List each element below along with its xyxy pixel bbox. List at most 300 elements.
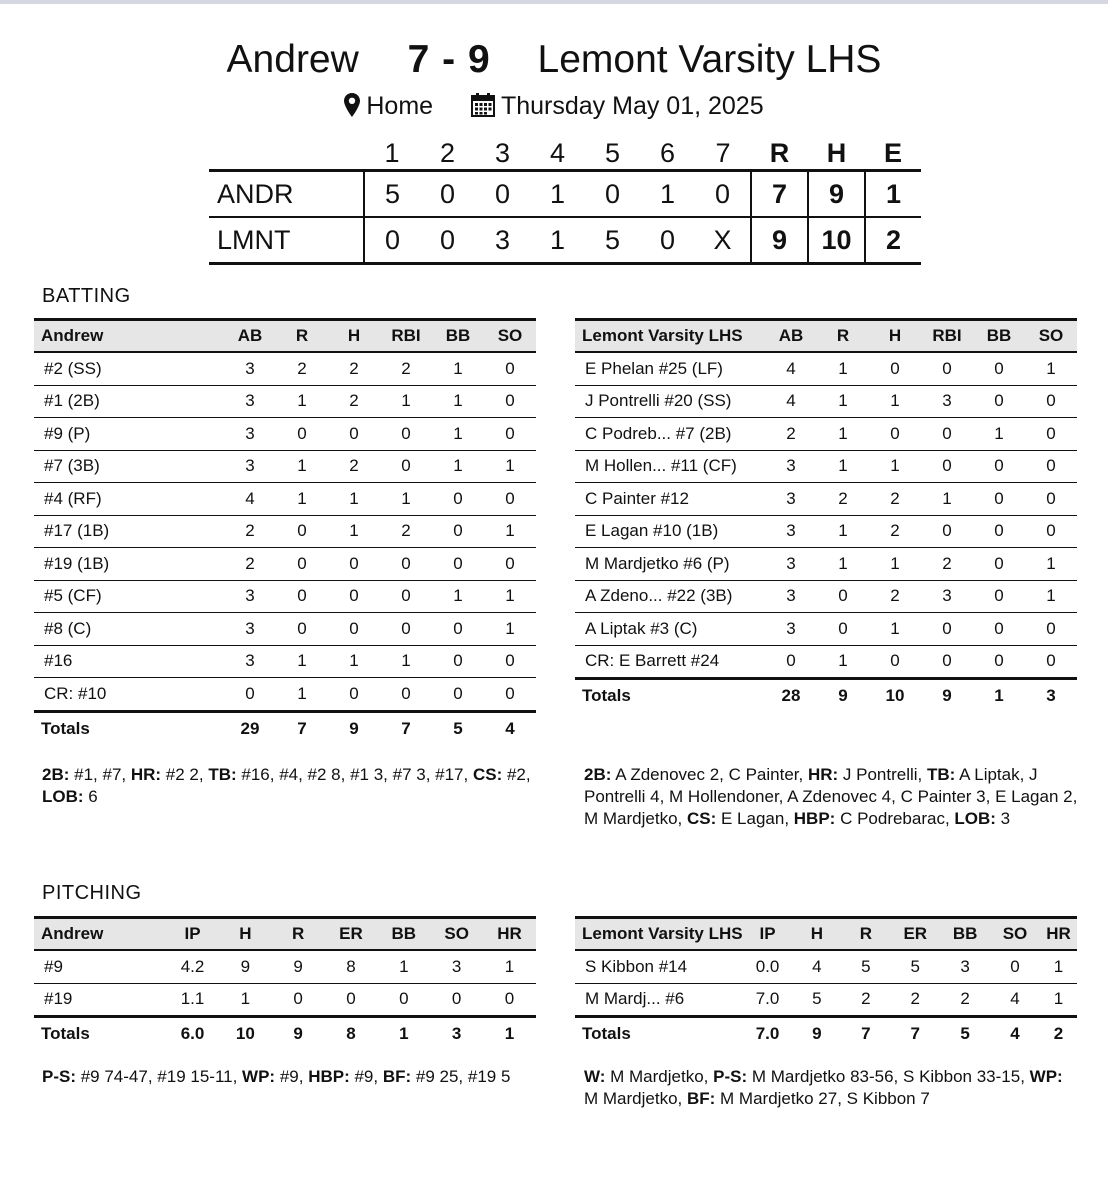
stat-cell: 0	[432, 678, 484, 712]
player-row	[34, 580, 536, 613]
inning-score: 5	[585, 217, 640, 264]
stat-cell: 3	[224, 418, 276, 451]
stat-cell: 1	[328, 515, 380, 548]
stat-cell: 0	[484, 645, 536, 678]
stat-cell: 0	[432, 483, 484, 516]
totals-label: Totals	[41, 1024, 90, 1043]
stat-cell: 0	[1025, 418, 1077, 451]
stat-cell: 1	[1025, 548, 1077, 581]
stat-cell: 0	[380, 678, 432, 712]
stat-cell: 7.0	[743, 983, 793, 1017]
stat-cell: 1	[1025, 580, 1077, 613]
total-cell: 5	[453, 718, 463, 738]
stat-cell: 0	[377, 983, 430, 1017]
inning-score: 3	[475, 217, 530, 264]
stat-cell: 0	[1025, 515, 1077, 548]
column-header: H	[792, 918, 841, 951]
total-cell: 9	[812, 1024, 822, 1043]
column-header: ER	[325, 918, 378, 951]
player-row	[575, 983, 1077, 1017]
stat-cell: 0.0	[743, 950, 793, 983]
stat-cell: 0	[380, 580, 432, 613]
total-cell: 2	[1053, 1024, 1064, 1043]
note-value: 6	[83, 787, 98, 806]
home-team-name: Lemont Varsity LHS	[537, 38, 882, 81]
stat-cell: 3	[224, 450, 276, 483]
team-header: Andrew	[34, 918, 166, 951]
player-row	[34, 352, 536, 385]
stat-cell: 1	[869, 450, 921, 483]
stat-cell: 0	[973, 352, 1025, 385]
stat-cell: 0	[380, 450, 432, 483]
player-name: #2 (SS)	[34, 352, 224, 385]
stat-cell: 2	[224, 548, 276, 581]
column-header: IP	[743, 918, 793, 951]
stat-cell: 2	[817, 483, 869, 516]
stat-cell: 0	[1025, 385, 1077, 418]
line-score-row	[209, 171, 921, 218]
stat-cell: 2	[869, 483, 921, 516]
player-name: M Mardjetko #6 (P)	[575, 548, 765, 581]
total-cell: 9	[293, 1024, 303, 1043]
player-name: #9 (P)	[34, 418, 224, 451]
column-header: ER	[890, 918, 940, 951]
stat-cell: 1	[432, 352, 484, 385]
stat-cell: 1	[380, 483, 432, 516]
stat-cell: 1	[380, 385, 432, 418]
note-key: LOB:	[42, 787, 84, 806]
player-name: E Phelan #25 (LF)	[575, 352, 765, 385]
game-date: Thursday May 01, 2025	[500, 92, 764, 120]
inning-header: 5	[604, 138, 621, 168]
stat-cell: 1	[219, 983, 272, 1017]
column-header: AB	[765, 320, 817, 353]
note-value: #16, #4, #2 8, #1 3, #7 3, #17,	[236, 765, 473, 784]
player-name: E Lagan #10 (1B)	[575, 515, 765, 548]
stat-cell: 0	[1025, 613, 1077, 646]
note-key: 2B:	[584, 765, 612, 784]
stat-cell: 1	[817, 418, 869, 451]
player-name: #9	[34, 950, 166, 983]
inning-score: 0	[585, 171, 640, 218]
total-cell: 7	[297, 718, 307, 738]
total-cell: 7.0	[755, 1024, 780, 1043]
stat-cell: 3	[224, 645, 276, 678]
stat-cell: 4	[990, 983, 1040, 1017]
stat-cell: 0	[432, 613, 484, 646]
stat-cell: 0	[483, 983, 536, 1017]
stat-cell: 2	[328, 352, 380, 385]
stat-cell: 1	[869, 613, 921, 646]
stat-cell: 3	[224, 613, 276, 646]
stat-cell: 2	[890, 983, 940, 1017]
stat-cell: 0	[432, 548, 484, 581]
stat-cell: 2	[869, 580, 921, 613]
stat-cell: 4	[792, 950, 841, 983]
stat-cell: 5	[841, 950, 890, 983]
note-value: #9,	[349, 1067, 383, 1086]
total-cell: 10	[885, 686, 905, 705]
totals-row	[575, 679, 1077, 713]
note-key: TB:	[208, 765, 237, 784]
column-header: SO	[430, 918, 483, 951]
stat-cell: 0	[921, 645, 973, 679]
inning-header: 6	[659, 138, 676, 168]
total-cell: 7	[910, 1024, 920, 1043]
team-header: Lemont Varsity LHS	[575, 918, 743, 951]
stat-cell: 2	[224, 515, 276, 548]
stat-cell: 0	[817, 613, 869, 646]
note-key: P-S:	[42, 1067, 76, 1086]
stat-cell: 0	[1025, 450, 1077, 483]
pitching-notes-away	[42, 1066, 542, 1088]
note-value: M Mardjetko 27, S Kibbon 7	[715, 1089, 930, 1108]
stat-cell: 3	[765, 613, 817, 646]
stat-cell: 4	[224, 483, 276, 516]
column-header: SO	[1025, 320, 1077, 353]
pitching-table-away	[34, 916, 536, 1050]
player-name: C Podreb... #7 (2B)	[575, 418, 765, 451]
note-key: HBP:	[308, 1067, 350, 1086]
stat-cell: 1	[432, 450, 484, 483]
stat-cell: 0	[328, 678, 380, 712]
team-header: Andrew	[34, 320, 224, 353]
player-name: #16	[34, 645, 224, 678]
stat-cell: 1	[276, 645, 328, 678]
stat-cell: 0	[765, 645, 817, 679]
stat-cell: 1	[484, 515, 536, 548]
player-row	[34, 515, 536, 548]
stat-cell: 1	[328, 483, 380, 516]
pitching-table-home	[575, 916, 1077, 1050]
totals-label: Totals	[41, 718, 90, 738]
note-value: E Lagan,	[716, 809, 794, 828]
stat-cell: 2	[276, 352, 328, 385]
note-key: HR:	[130, 765, 162, 784]
stat-cell: 0	[325, 983, 378, 1017]
totals-label: Totals	[582, 1024, 631, 1043]
player-row	[575, 418, 1077, 451]
game-location: Home	[366, 92, 434, 120]
game-header	[0, 38, 1108, 82]
errors-total: 2	[865, 217, 921, 264]
stat-cell: 3	[765, 580, 817, 613]
stat-cell: 1	[817, 450, 869, 483]
stat-cell: 1	[276, 450, 328, 483]
player-name: #19 (1B)	[34, 548, 224, 581]
stat-cell: 0	[921, 613, 973, 646]
player-name: A Liptak #3 (C)	[575, 613, 765, 646]
stat-cell: 0	[276, 418, 328, 451]
runs-total: 7	[751, 171, 808, 218]
player-row	[34, 483, 536, 516]
player-row	[34, 645, 536, 678]
player-name: J Pontrelli #20 (SS)	[575, 385, 765, 418]
player-name: M Mardj... #6	[575, 983, 743, 1017]
column-header: H	[869, 320, 921, 353]
player-row	[575, 515, 1077, 548]
away-team-name: Andrew	[226, 38, 359, 81]
total-cell: 3	[451, 1024, 462, 1043]
player-name: #1 (2B)	[34, 385, 224, 418]
column-header: RBI	[921, 320, 973, 353]
runs-total: 9	[751, 217, 808, 264]
pitching-section-title: PITCHING	[42, 882, 142, 904]
note-value: A Liptak, J Pontrelli 4, M Hollendoner, A Zdenovec 4, C Painter 3, E Lagan 2, M Mardjetko,	[584, 765, 1078, 828]
stat-cell: 0	[921, 450, 973, 483]
stat-cell: 3	[765, 483, 817, 516]
stat-cell: 0	[973, 483, 1025, 516]
stat-cell: 1	[1040, 950, 1077, 983]
total-cell: 1	[504, 1024, 515, 1043]
player-row	[34, 983, 536, 1017]
stat-cell: 0	[921, 418, 973, 451]
total-cell: 9	[349, 718, 359, 738]
player-row	[575, 548, 1077, 581]
stat-cell: 0	[921, 515, 973, 548]
top-divider	[0, 0, 1108, 4]
stat-cell: 0	[1025, 645, 1077, 679]
note-value: #1, #7,	[69, 765, 131, 784]
player-row	[575, 580, 1077, 613]
column-header: BB	[432, 320, 484, 353]
total-cell: 1	[994, 686, 1004, 705]
stat-cell: 1.1	[166, 983, 219, 1017]
note-key: BF:	[686, 1089, 716, 1108]
note-value: 3	[995, 809, 1011, 828]
note-value: #2 2,	[161, 765, 209, 784]
inning-header: 2	[439, 138, 456, 168]
stat-cell: 0	[276, 580, 328, 613]
inning-header: 4	[549, 138, 566, 168]
player-name: A Zdeno... #22 (3B)	[575, 580, 765, 613]
note-value: M Mardjetko,	[605, 1067, 714, 1086]
player-row	[575, 483, 1077, 516]
player-row	[575, 450, 1077, 483]
stat-cell: 0	[973, 613, 1025, 646]
stat-cell: 0	[276, 515, 328, 548]
stat-cell: 0	[328, 418, 380, 451]
stat-cell: 3	[224, 385, 276, 418]
total-cell: 9	[942, 686, 952, 705]
stat-cell: 2	[328, 450, 380, 483]
note-key: 2B:	[42, 765, 70, 784]
stat-cell: 0	[869, 418, 921, 451]
stat-cell: 0	[432, 645, 484, 678]
calendar-icon	[471, 93, 495, 124]
player-row	[575, 645, 1077, 679]
stat-cell: 2	[328, 385, 380, 418]
column-header: SO	[990, 918, 1040, 951]
totals-label: Totals	[582, 686, 631, 705]
player-row	[34, 678, 536, 712]
stat-cell: 0	[328, 548, 380, 581]
column-header: R	[817, 320, 869, 353]
player-name: S Kibbon #14	[575, 950, 743, 983]
stat-cell: 1	[817, 352, 869, 385]
stat-cell: 0	[973, 645, 1025, 679]
total-cell: 10	[235, 1024, 255, 1043]
stat-cell: 1	[1040, 983, 1077, 1017]
stat-cell: 0	[484, 678, 536, 712]
header-row	[34, 918, 536, 951]
stat-cell: 0	[484, 483, 536, 516]
stat-cell: 0	[484, 352, 536, 385]
player-row	[34, 950, 536, 983]
stat-cell: 1	[377, 950, 430, 983]
player-row	[34, 613, 536, 646]
stat-cell: 4	[765, 385, 817, 418]
stat-cell: 3	[921, 580, 973, 613]
stat-cell: 1	[817, 548, 869, 581]
stat-cell: 2	[869, 515, 921, 548]
total-cell: 1	[399, 1024, 409, 1043]
stat-cell: 1	[921, 483, 973, 516]
stat-cell: 1	[276, 678, 328, 712]
player-row	[575, 950, 1077, 983]
totals-row	[34, 1017, 536, 1051]
stat-cell: 3	[765, 548, 817, 581]
stat-cell: 0	[921, 352, 973, 385]
team-abbr: LMNT	[209, 217, 364, 264]
batting-section-title: BATTING	[42, 285, 131, 307]
header-row	[575, 918, 1077, 951]
stat-cell: 9	[272, 950, 325, 983]
inning-score: 0	[420, 171, 475, 218]
hits-total: 9	[808, 171, 865, 218]
stat-cell: 9	[219, 950, 272, 983]
batting-table-home	[575, 318, 1077, 712]
stat-cell: 0	[973, 580, 1025, 613]
stat-cell: 1	[484, 450, 536, 483]
inning-score: 0	[695, 171, 751, 218]
stat-cell: 0	[272, 983, 325, 1017]
stat-cell: 0	[224, 678, 276, 712]
stat-cell: 0	[328, 613, 380, 646]
column-header: R	[272, 918, 325, 951]
stat-cell: 0	[973, 450, 1025, 483]
stat-cell: 0	[869, 645, 921, 679]
stat-cell: 1	[380, 645, 432, 678]
stat-cell: 0	[432, 515, 484, 548]
stat-cell: 2	[380, 352, 432, 385]
stat-cell: 5	[890, 950, 940, 983]
stat-cell: 3	[921, 385, 973, 418]
stat-cell: 0	[276, 613, 328, 646]
note-key: LOB:	[954, 809, 996, 828]
header-row	[34, 320, 536, 353]
team-abbr: ANDR	[209, 171, 364, 218]
note-key: TB:	[927, 765, 956, 784]
total-cell: 4	[505, 718, 515, 738]
stat-cell: 1	[483, 950, 536, 983]
line-score-row	[209, 217, 921, 264]
note-value: A Zdenovec 2, C Painter,	[611, 765, 808, 784]
player-row	[575, 385, 1077, 418]
inning-score: 1	[530, 217, 585, 264]
inning-score: 0	[364, 217, 420, 264]
errors-total: 1	[865, 171, 921, 218]
inning-score: 0	[475, 171, 530, 218]
stat-cell: 2	[380, 515, 432, 548]
player-name: #8 (C)	[34, 613, 224, 646]
stat-cell: 5	[792, 983, 841, 1017]
stat-cell: 3	[430, 950, 483, 983]
note-value: M Mardjetko 83-56, S Kibbon 33-15,	[747, 1067, 1030, 1086]
stat-cell: 2	[940, 983, 990, 1017]
stat-cell: 0	[484, 385, 536, 418]
stat-cell: 0	[817, 580, 869, 613]
stat-cell: 0	[869, 352, 921, 385]
stat-cell: 1	[484, 613, 536, 646]
note-key: CS:	[686, 809, 717, 828]
stat-cell: 3	[224, 580, 276, 613]
note-value: #2,	[502, 765, 531, 784]
player-row	[34, 418, 536, 451]
stat-cell: 1	[817, 645, 869, 679]
stat-cell: 1	[484, 580, 536, 613]
note-value: #9 25, #19 5	[411, 1067, 511, 1086]
stat-cell: 1	[432, 418, 484, 451]
stat-cell: 4	[765, 352, 817, 385]
stat-cell: 1	[1025, 352, 1077, 385]
errors-header: E	[883, 138, 902, 168]
final-score: 7 - 9	[407, 38, 491, 81]
player-name: M Hollen... #11 (CF)	[575, 450, 765, 483]
player-name: #17 (1B)	[34, 515, 224, 548]
total-cell: 7	[861, 1024, 871, 1043]
note-key: WP:	[1029, 1067, 1063, 1086]
column-header: BB	[940, 918, 990, 951]
stat-cell: 0	[973, 548, 1025, 581]
column-header: H	[219, 918, 272, 951]
hits-header: H	[826, 138, 847, 168]
player-name: C Painter #12	[575, 483, 765, 516]
column-header: SO	[484, 320, 536, 353]
column-header: BB	[973, 320, 1025, 353]
pitching-notes-home	[584, 1066, 1079, 1110]
stat-cell: 1	[328, 645, 380, 678]
note-value: #9,	[275, 1067, 309, 1086]
player-row	[575, 352, 1077, 385]
inning-header: 1	[384, 138, 400, 168]
stat-cell: 2	[765, 418, 817, 451]
note-value: M Mardjetko,	[584, 1089, 687, 1108]
note-value: C Podrebarac,	[835, 809, 955, 828]
stat-cell: 1	[869, 385, 921, 418]
stat-cell: 1	[432, 580, 484, 613]
player-row	[34, 548, 536, 581]
batting-notes-away	[42, 764, 542, 808]
runs-header: R	[769, 138, 790, 168]
column-header: HR	[1040, 918, 1077, 951]
player-name: #7 (3B)	[34, 450, 224, 483]
player-name: CR: #10	[34, 678, 224, 712]
total-cell: 3	[1046, 686, 1056, 705]
inning-score: 0	[640, 217, 695, 264]
stat-cell: 3	[224, 352, 276, 385]
note-key: CS:	[472, 765, 503, 784]
total-cell: 6.0	[180, 1024, 205, 1043]
total-cell: 7	[401, 718, 411, 738]
batting-table-away	[34, 318, 536, 745]
note-key: HBP:	[793, 809, 836, 828]
player-name: #4 (RF)	[34, 483, 224, 516]
batting-notes-home	[584, 764, 1079, 830]
line-score-table	[209, 138, 921, 265]
stat-cell: 3	[940, 950, 990, 983]
stat-cell: 0	[990, 950, 1040, 983]
